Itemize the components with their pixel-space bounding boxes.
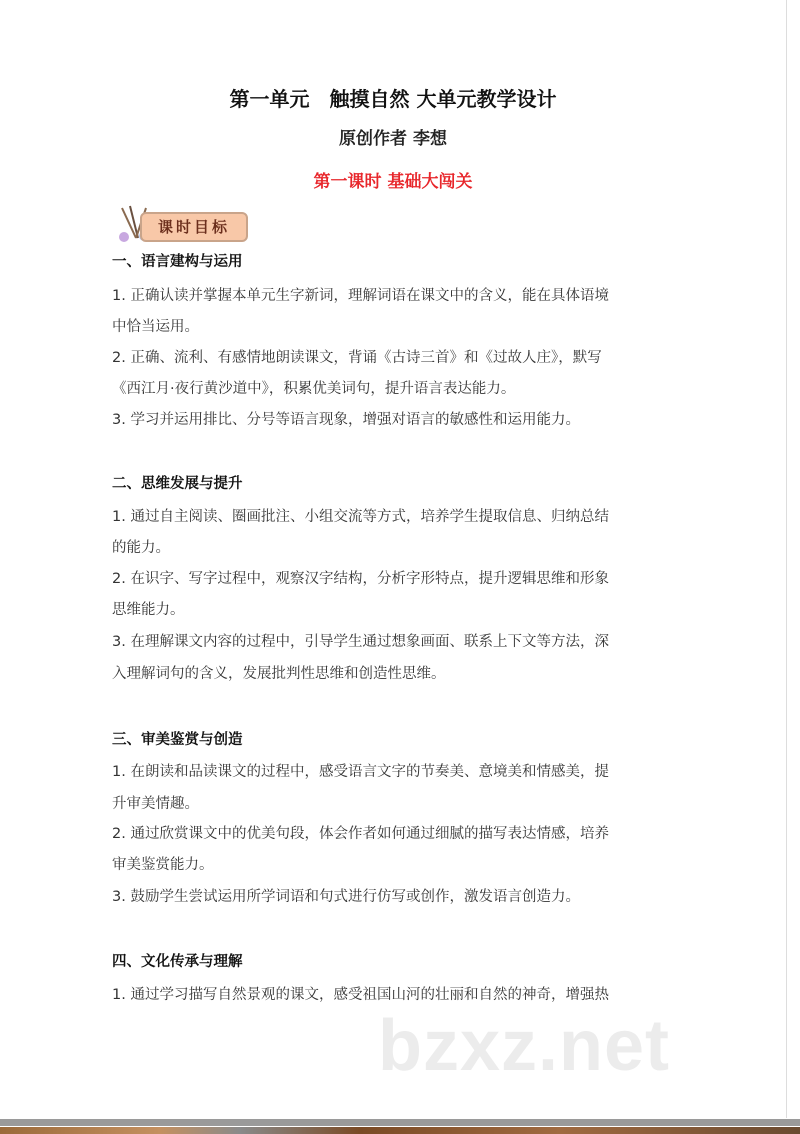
paragraph-line: 2. 正确、流利、有感情地朗读课文，背诵《古诗三首》和《过故人庄》，默写: [112, 350, 602, 366]
section-heading: 一、语言建构与运用: [112, 254, 243, 270]
paragraph-line: 中恰当运用。: [112, 319, 199, 335]
page-separator: [0, 1119, 800, 1126]
lesson-goals-badge: [116, 208, 256, 244]
document-title: 第一单元 触摸自然 大单元教学设计: [229, 87, 557, 111]
paragraph-line: 1. 正确认读并掌握本单元生字新词，理解词语在课文中的含义，能在具体语境: [112, 288, 609, 304]
paragraph-line: 审美鉴赏能力。: [112, 857, 214, 873]
watermark: bzxz.net: [378, 1006, 671, 1086]
paragraph-line: 的能力。: [112, 540, 170, 556]
paragraph-line: 《西江月·夜行黄沙道中》，积累优美词句，提升语言表达能力。: [112, 381, 516, 397]
lesson-title: 第一课时 基础大闯关: [313, 172, 473, 192]
section-heading: 二、思维发展与提升: [112, 476, 243, 492]
paragraph-line: 入理解词句的含义，发展批判性思维和创造性思维。: [112, 666, 446, 682]
section-heading: 四、文化传承与理解: [112, 954, 243, 970]
next-page-preview: [0, 1127, 800, 1134]
paragraph-line: 3. 学习并运用排比、分号等语言现象，增强对语言的敏感性和运用能力。: [112, 412, 580, 428]
paragraph-line: 1. 通过学习描写自然景观的课文，感受祖国山河的壮丽和自然的神奇，增强热: [112, 987, 609, 1003]
section-heading: 三、审美鉴赏与创造: [112, 732, 243, 748]
badge-label: 课时目标: [140, 212, 248, 242]
paragraph-line: 思维能力。: [112, 602, 185, 618]
paragraph-line: 1. 通过自主阅读、圈画批注、小组交流等方式，培养学生提取信息、归纳总结: [112, 509, 609, 525]
paragraph-line: 3. 鼓励学生尝试运用所学词语和句式进行仿写或创作，激发语言创造力。: [112, 889, 580, 905]
paragraph-line: 升审美情趣。: [112, 796, 199, 812]
paragraph-line: 2. 通过欣赏课文中的优美句段，体会作者如何通过细腻的描写表达情感，培养: [112, 826, 609, 842]
paragraph-line: 1. 在朗读和品读课文的过程中，感受语言文字的节奏美、意境美和情感美，提: [112, 764, 609, 780]
paragraph-line: 2. 在识字、写字过程中，观察汉字结构，分析字形特点，提升逻辑思维和形象: [112, 571, 609, 587]
author-line: 原创作者 李想: [339, 129, 447, 149]
paragraph-line: 3. 在理解课文内容的过程中，引导学生通过想象画面、联系上下文等方法，深: [112, 634, 609, 650]
